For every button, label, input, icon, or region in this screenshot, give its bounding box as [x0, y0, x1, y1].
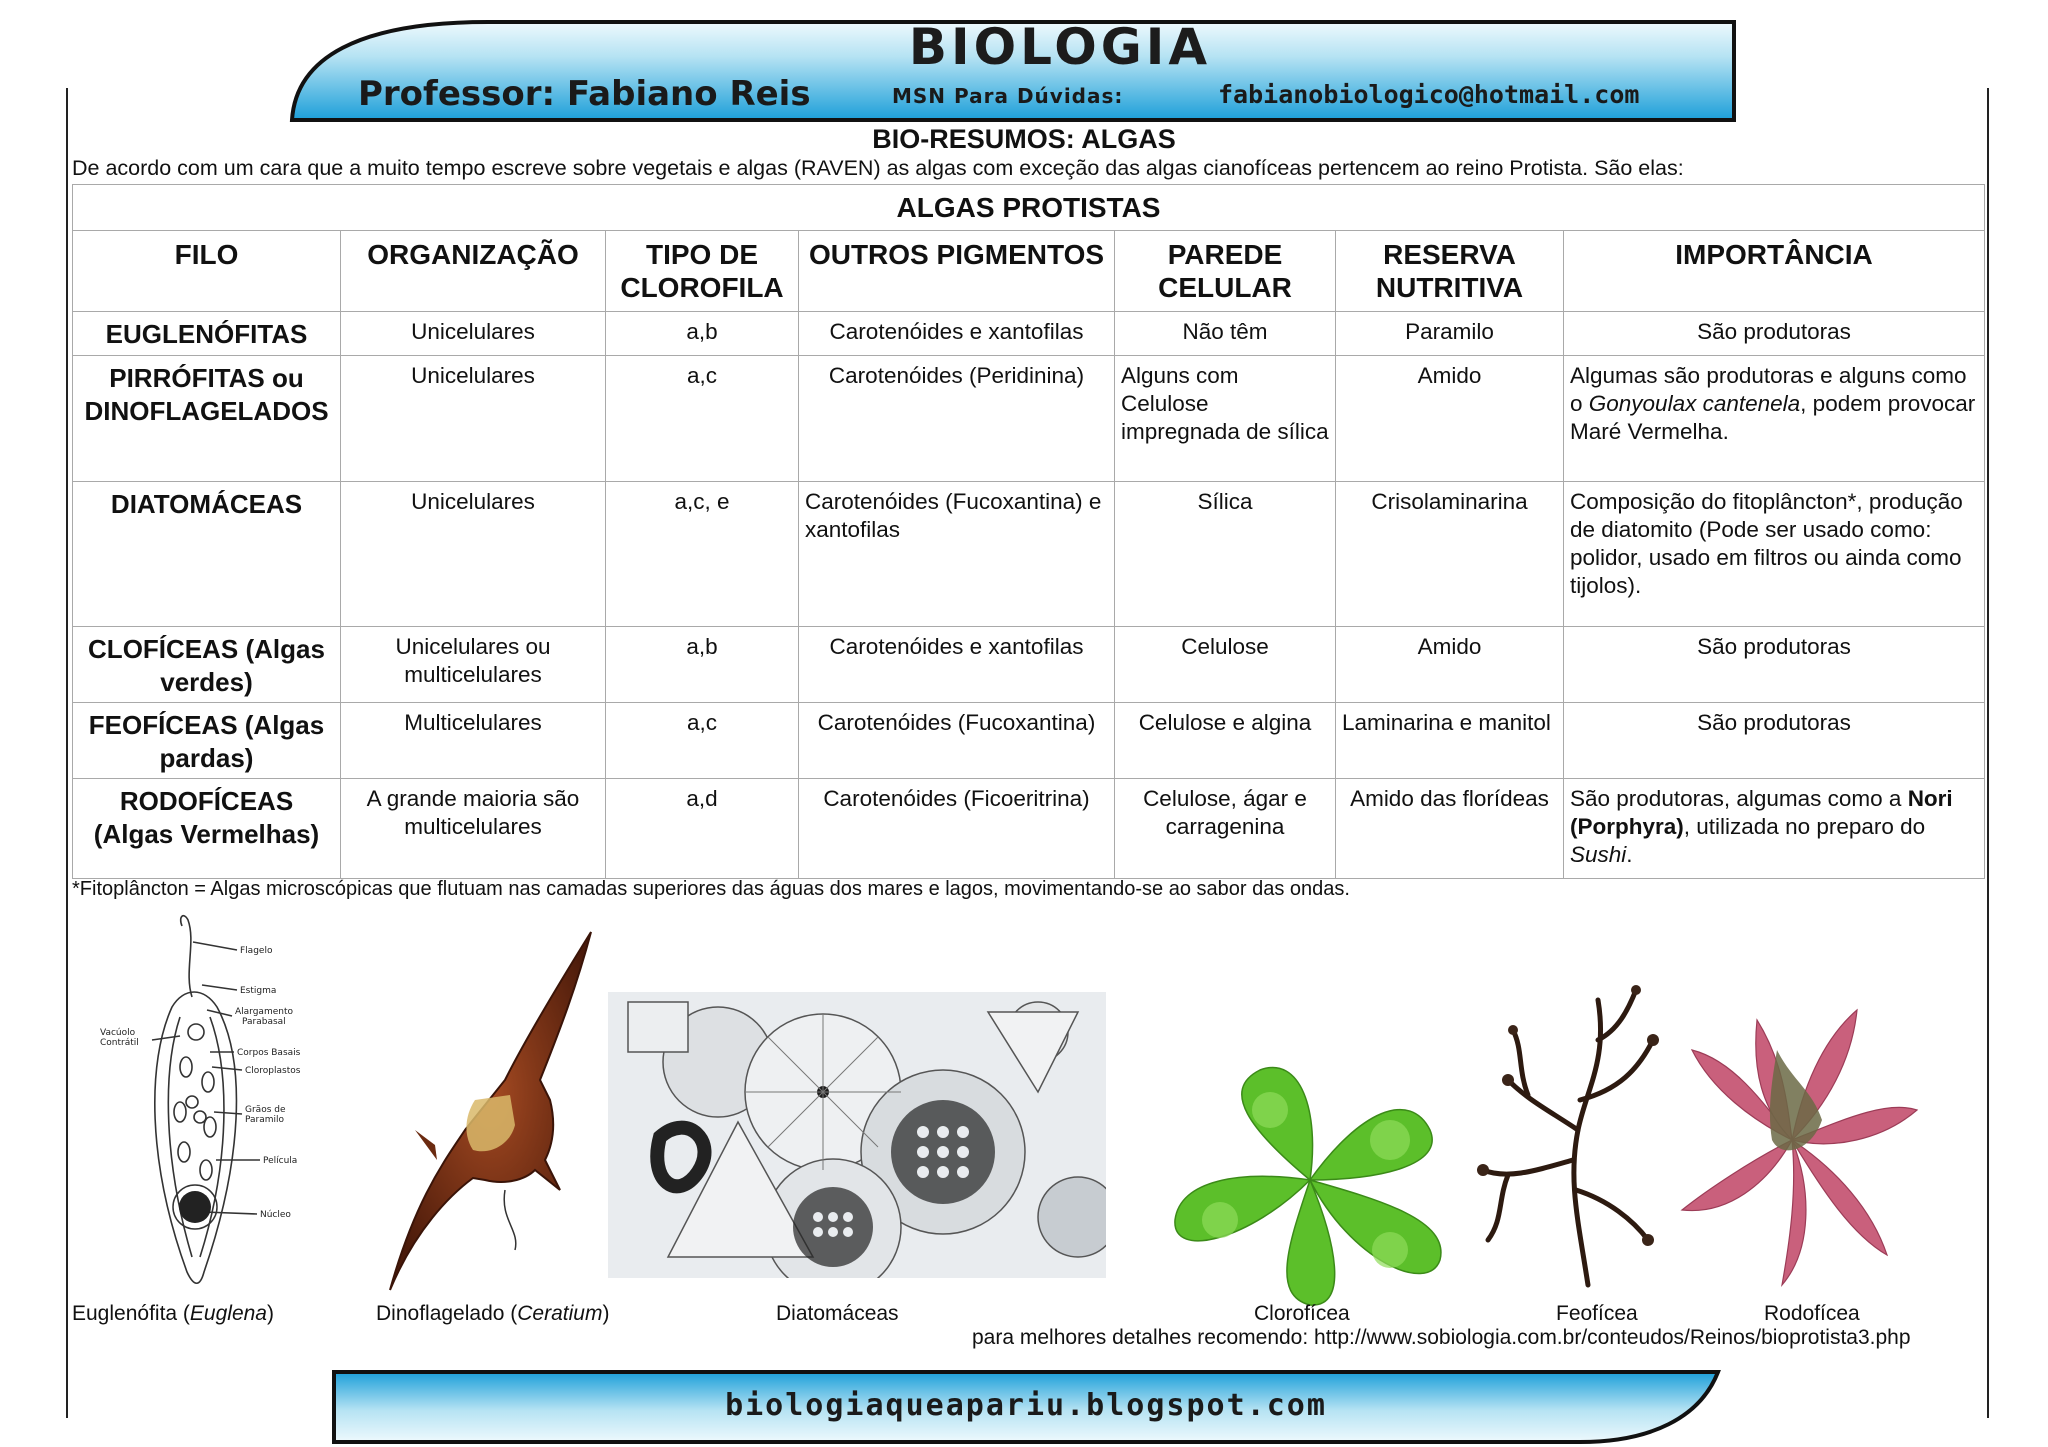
caption-dinoflagelado: Dinoflagelado (Ceratium): [376, 1302, 610, 1325]
table-caption: ALGAS PROTISTAS: [73, 185, 1985, 231]
label-corpos-basais: Corpos Basais: [237, 1048, 301, 1058]
col-header-reserva: RESERVA NUTRITIVA: [1336, 231, 1564, 312]
col-header-organizacao: ORGANIZAÇÃO: [341, 231, 606, 312]
svg-text:Paramilo: Paramilo: [245, 1115, 285, 1125]
cell-organizacao: Unicelulares: [341, 356, 606, 482]
cell-pigmentos: Carotenóides (Fucoxantina): [799, 703, 1115, 779]
cell-filo: PIRRÓFITAS ou DINOFLAGELADOS: [73, 356, 341, 482]
cell-reserva: Amido das florídeas: [1336, 779, 1564, 879]
cell-importancia: São produtoras: [1564, 312, 1985, 356]
cell-clorofila: a,b: [606, 627, 799, 703]
cell-reserva: Laminarina e manitol: [1336, 703, 1564, 779]
cell-clorofila: a,c, e: [606, 482, 799, 627]
cell-reserva: Amido: [1336, 356, 1564, 482]
cell-organizacao: Multicelulares: [341, 703, 606, 779]
col-header-filo: FILO: [73, 231, 341, 312]
cell-parede: Sílica: [1115, 482, 1336, 627]
label-estigma: Estigma: [240, 986, 277, 996]
species-name: Gonyoulax cantenela: [1588, 391, 1801, 417]
label-flagelo: Flagelo: [240, 946, 273, 956]
label-graos: Grãos de: [245, 1105, 286, 1115]
cell-parede: Alguns com Celulose impregnada de sílica: [1115, 356, 1336, 482]
cell-clorofila: a,d: [606, 779, 799, 879]
intro-text: De acordo com um cara que a muito tempo escreve sobre vegetais e algas (RAVEN) as algas com exceção das algas cianofíceas pertencem ao reino Protista. São elas:: [72, 156, 1684, 180]
cell-filo: FEOFÍCEAS (Algas pardas): [73, 703, 341, 779]
page-title: BIOLOGIA: [908, 18, 1212, 76]
cell-parede: Não têm: [1115, 312, 1336, 356]
cell-filo: CLOFÍCEAS (Algas verdes): [73, 627, 341, 703]
cell-pigmentos: Carotenóides (Ficoeritrina): [799, 779, 1115, 879]
table-row: [73, 627, 1985, 703]
section-title: BIO-RESUMOS: ALGAS: [872, 124, 1176, 154]
msn-label: MSN Para Dúvidas:: [892, 84, 1124, 108]
cell-parede: Celulose, ágar e carragenina: [1115, 779, 1336, 879]
col-header-pigmentos: OUTROS PIGMENTOS: [799, 231, 1115, 312]
table-row: [73, 356, 1985, 482]
cell-pigmentos: Carotenóides (Peridinina): [799, 356, 1115, 482]
table-row: [73, 779, 1985, 879]
label-nucleo: Núcleo: [260, 1210, 291, 1220]
cell-importancia: São produtoras: [1564, 703, 1985, 779]
cell-filo: EUGLENÓFITAS: [73, 312, 341, 356]
blog-url[interactable]: biologiaqueapariu.blogspot.com: [725, 1388, 1327, 1423]
brown-alga-image: [1468, 980, 1668, 1290]
euglena-diagram: [92, 912, 322, 1292]
cell-pigmentos: Carotenóides (Fucoxantina) e xantofilas: [799, 482, 1115, 627]
cell-reserva: Crisolaminarina: [1336, 482, 1564, 627]
professor-name: Professor: Fabiano Reis: [358, 74, 811, 114]
email-address: fabianobiologico@hotmail.com: [1218, 80, 1640, 109]
cell-clorofila: a,b: [606, 312, 799, 356]
cell-organizacao: Unicelulares: [341, 482, 606, 627]
footnote: *Fitoplâncton = Algas microscópicas que flutuam nas camadas superiores das águas dos mares e lagos, movimentando-se ao sabor das ondas.: [72, 878, 1350, 900]
col-header-parede: PAREDE CELULAR: [1115, 231, 1336, 312]
table-row: [73, 312, 1985, 356]
sushi-word: Sushi: [1570, 842, 1627, 868]
cell-importancia: Algumas são produtoras e alguns como o Gonyoulax cantenela, podem provocar Maré Vermelha.: [1564, 356, 1985, 482]
label-cloroplastos: Cloroplastos: [245, 1066, 301, 1076]
svg-text:Contrátil: Contrátil: [100, 1038, 139, 1048]
cell-organizacao: Unicelulares ou multicelulares: [341, 627, 606, 703]
reference-link[interactable]: para melhores detalhes recomendo: http://www.sobiologia.com.br/conteudos/Reinos/bioprotista3.php: [972, 1326, 1911, 1349]
table-row: [73, 703, 1985, 779]
diatom-image: [608, 992, 1106, 1278]
svg-text:Parabasal: Parabasal: [242, 1017, 286, 1027]
col-header-clorofila: TIPO DE CLOROFILA: [606, 231, 799, 312]
cell-filo: RODOFÍCEAS (Algas Vermelhas): [73, 779, 341, 879]
cell-parede: Celulose e algina: [1115, 703, 1336, 779]
col-header-importancia: IMPORTÂNCIA: [1564, 231, 1985, 312]
caption-cloroficea: Clorofícea: [1254, 1302, 1350, 1325]
label-alargamento: Alargamento: [235, 1007, 293, 1017]
cell-parede: Celulose: [1115, 627, 1336, 703]
algae-table: [72, 184, 1985, 879]
cell-organizacao: Unicelulares: [341, 312, 606, 356]
nori-name: Nori (Porphyra): [1570, 786, 1953, 840]
green-alga-image: [1160, 1050, 1460, 1310]
left-margin-line: [66, 88, 68, 1418]
cell-reserva: Amido: [1336, 627, 1564, 703]
caption-feoficea: Feofícea: [1556, 1302, 1638, 1325]
cell-importancia: Composição do fitoplâncton*, produção de diatomito (Pode ser usado como: polidor, usado em filtros ou ainda como tijolos).: [1564, 482, 1985, 627]
red-alga-image: [1672, 990, 1922, 1290]
caption-diatomaceas: Diatomáceas: [776, 1302, 899, 1325]
table-row: [73, 482, 1985, 627]
label-vacuolo: Vacúolo: [100, 1028, 136, 1038]
table-header-row: [73, 231, 1985, 312]
cell-clorofila: a,c: [606, 356, 799, 482]
label-pelicula: Película: [263, 1156, 298, 1166]
cell-importancia: São produtoras, algumas como a Nori (Porphyra), utilizada no preparo do Sushi.: [1564, 779, 1985, 879]
ceratium-image: [355, 930, 595, 1300]
caption-euglena: Euglenófita (Euglena): [72, 1302, 274, 1325]
right-margin-line: [1987, 88, 1989, 1418]
cell-filo: DIATOMÁCEAS: [73, 482, 341, 627]
cell-pigmentos: Carotenóides e xantofilas: [799, 312, 1115, 356]
cell-reserva: Paramilo: [1336, 312, 1564, 356]
cell-clorofila: a,c: [606, 703, 799, 779]
caption-rodoficea: Rodofícea: [1764, 1302, 1860, 1325]
cell-pigmentos: Carotenóides e xantofilas: [799, 627, 1115, 703]
cell-organizacao: A grande maioria são multicelulares: [341, 779, 606, 879]
cell-importancia: São produtoras: [1564, 627, 1985, 703]
